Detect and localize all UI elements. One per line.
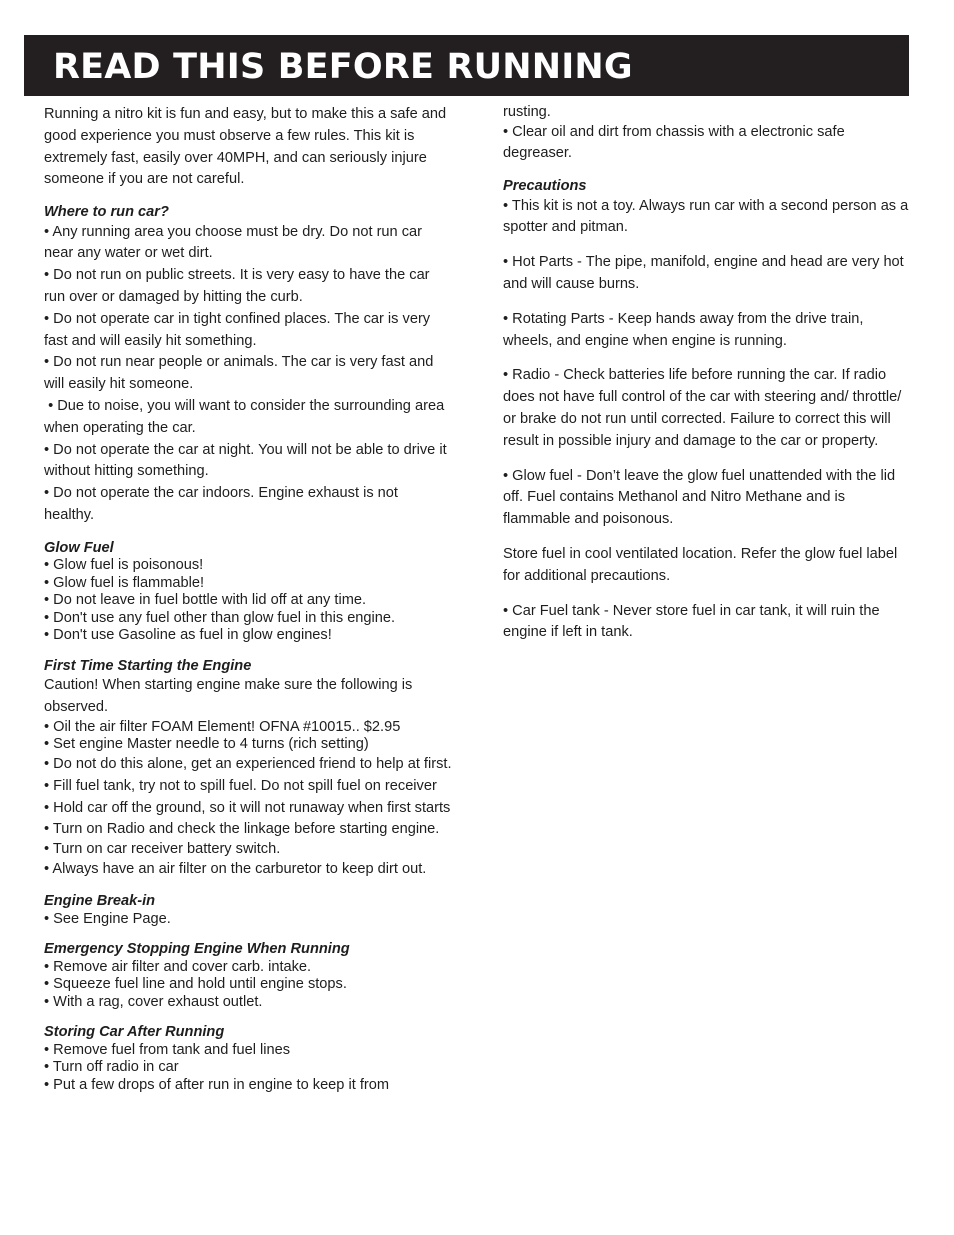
list-item: • Do not run near people or animals. The car is very fast and will easily hit someone.	[44, 354, 438, 393]
intro-paragraph: Running a nitro kit is fun and easy, but to make this a safe and good experience you must observe a few rules. This kit is extremely fast, easily over 40MPH, and can seriously injure someone if you are not careful.	[44, 106, 447, 188]
section-heading: Precautions	[503, 178, 587, 195]
caution-text: Caution! When starting engine make sure the following is observed.	[44, 677, 413, 716]
section-heading: Storing Car After Running	[44, 1024, 225, 1041]
list-item: • Squeeze fuel line and hold until engine stops.	[44, 976, 347, 993]
list-item: • Set engine Master needle to 4 turns (rich setting)	[44, 736, 369, 753]
page-title: READ THIS BEFORE RUNNING	[53, 47, 633, 87]
list-item: • Remove fuel from tank and fuel lines	[44, 1041, 291, 1058]
list-item: • See Engine Page.	[44, 910, 171, 927]
precaution-paragraph: • This kit is not a toy. Always run car with a second person as a spotter and pitman.	[503, 197, 909, 236]
list-item: • Turn off radio in car	[44, 1059, 179, 1076]
list-item: • Don't use Gasoline as fuel in glow engines!	[44, 627, 332, 644]
list-item: • Do not operate the car indoors. Engine exhaust is not healthy.	[44, 485, 398, 524]
list-item: • With a rag, cover exhaust outlet.	[44, 993, 263, 1010]
list-item: • Oil the air filter FOAM Element! OFNA #10015.. $2.95	[44, 718, 401, 735]
list-item: • Do not leave in fuel bottle with lid off at any time.	[44, 592, 367, 609]
section-heading: First Time Starting the Engine	[44, 657, 252, 674]
list-item: • Fill fuel tank, try not to spill fuel. Do not spill fuel on receiver	[44, 777, 437, 794]
section-storing-car	[44, 1024, 452, 1094]
left-column	[44, 104, 452, 1107]
section-heading: Emergency Stopping Engine When Running	[44, 941, 350, 958]
section-glow-fuel	[44, 540, 452, 645]
list-item: • Do not operate car in tight confined places. The car is very fast and will easily hit something.	[44, 310, 431, 349]
section-heading: Engine Break-in	[44, 893, 156, 910]
list-item: • Do not run on public streets. It is very easy to have the car run over or damaged by hitting the curb.	[44, 267, 430, 306]
list-item: • Hold car off the ground, so it will not runaway when first starts	[44, 799, 451, 816]
list-item: • Remove air filter and cover carb. intake.	[44, 958, 312, 975]
list-item: • Glow fuel is flammable!	[44, 574, 205, 591]
section-heading: Where to run car?	[44, 204, 169, 221]
list-item: • Do not do this alone, get an experienced friend to help at first.	[44, 755, 452, 772]
list-item: • Do not operate the car at night. You will not be able to drive it without hitting something.	[44, 441, 447, 480]
precaution-paragraph: • Radio - Check batteries life before running the car. If radio does not have full control of the car with steering and/ throttle/ or brake do not run until corrected. Failure to correct this will result in possible injury and damage to the car or property.	[503, 367, 902, 449]
precaution-paragraph: Store fuel in cool ventilated location. Refer the glow fuel label for additional precautions.	[503, 545, 898, 584]
list-item: • Glow fuel is poisonous!	[44, 557, 204, 574]
list-item: • Turn on Radio and check the linkage before starting engine.	[44, 821, 440, 838]
precaution-paragraph: • Car Fuel tank - Never store fuel in car tank, it will ruin the engine if left in tank.	[503, 602, 880, 641]
list-item: • Due to noise, you will want to consider the surrounding area when operating the car.	[44, 398, 449, 436]
list-item: • Clear oil and dirt from chassis with a electronic safe degreaser.	[503, 123, 845, 162]
section-first-time-starting	[44, 658, 452, 881]
section-emergency-stopping	[44, 941, 452, 1011]
list-item: • Don't use any fuel other than glow fuel in this engine.	[44, 609, 396, 626]
list-item: • Always have an air filter on the carburetor to keep dirt out.	[44, 860, 427, 877]
list-item: • Any running area you choose must be dry. Do not run car near any water or wet dirt.	[44, 223, 422, 262]
title-banner	[24, 35, 909, 96]
right-column	[503, 104, 911, 657]
precaution-paragraph: • Glow fuel - Don’t leave the glow fuel unattended with the lid off. Fuel contains Methanol and Nitro Methane and is flammable and poisonous.	[503, 467, 896, 528]
section-engine-break-in	[44, 893, 452, 928]
section-storing-car-continued	[503, 104, 911, 165]
section-precautions	[503, 178, 911, 644]
list-item: • Put a few drops of after run in engine to keep it from	[44, 1076, 390, 1093]
list-item-continued: rusting.	[503, 104, 551, 120]
section-where-to-run	[44, 204, 452, 527]
section-heading: Glow Fuel	[44, 539, 114, 556]
precaution-paragraph: • Rotating Parts - Keep hands away from the drive train, wheels, and engine when engine is running.	[503, 310, 864, 349]
list-item: • Turn on car receiver battery switch.	[44, 841, 281, 858]
precaution-paragraph: • Hot Parts - The pipe, manifold, engine and head are very hot and will cause burns.	[503, 254, 904, 292]
